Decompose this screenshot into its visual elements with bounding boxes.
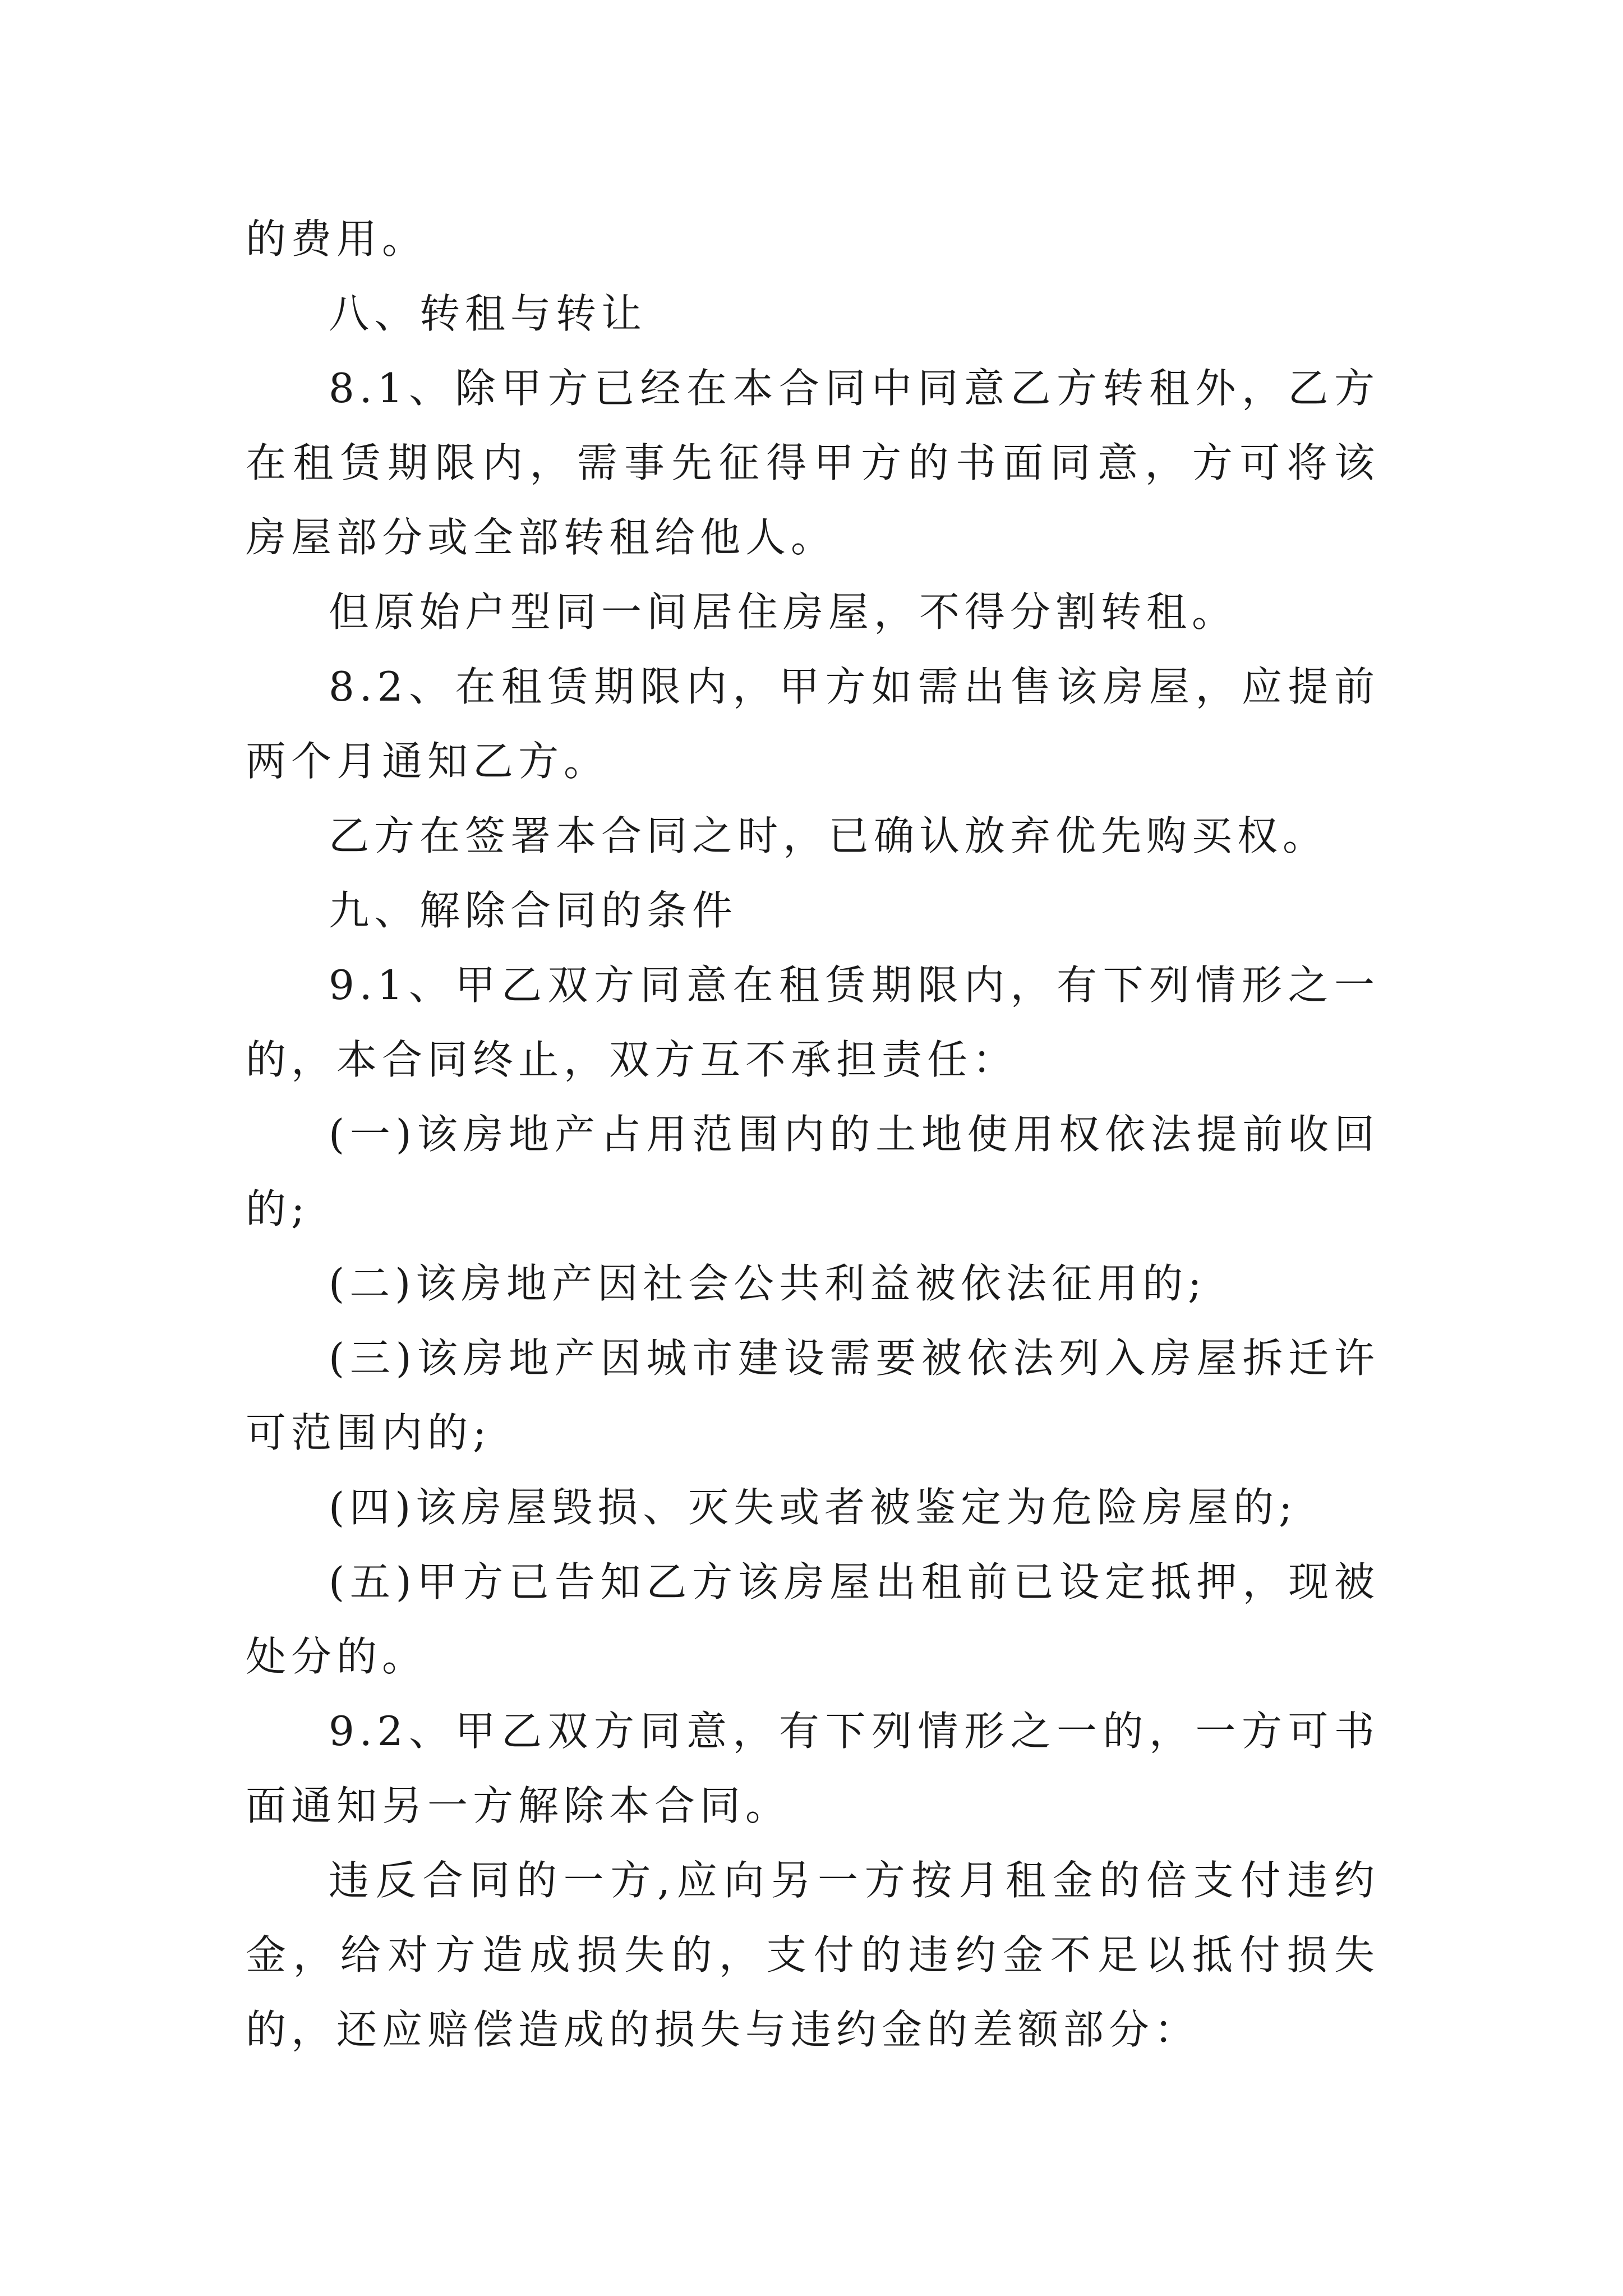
- clause-9-1: 9.1、甲乙双方同意在租赁期限内，有下列情形之一的，本合同终止，双方互不承担责任：: [246, 961, 1380, 1083]
- clause-9-2: 9.2、甲乙双方同意，有下列情形之一的，一方可书面通知另一方解除本合同。: [246, 1708, 1380, 1829]
- clause-8-1: 8.1、除甲方已经在本合同中同意乙方转租外，乙方在租赁期限内，需事先征得甲方的书面同意，方可将该房屋部分或全部转租给他人。: [246, 365, 1380, 561]
- section-heading-9: 九、解除合同的条件: [329, 887, 738, 934]
- clause-8-2-note: 乙方在签署本合同之时，已确认放弃优先购买权。: [329, 812, 1329, 859]
- clause-9-2-penalty: 违反合同的一方,应向另一方按月租金的倍支付违约金，给对方造成损失的，支付的违约金不足以抵付损失的，还应赔偿造成的损失与违约金的差额部分：: [246, 1857, 1380, 2053]
- clause-9-1-item-5: (五)甲方已告知乙方该房屋出租前已设定抵押，现被处分的。: [246, 1558, 1380, 1680]
- clause-9-1-item-3: (三)该房地产因城市建设需要被依法列入房屋拆迁许可范围内的;: [246, 1335, 1380, 1456]
- paragraph-continuation: 的费用。: [246, 215, 428, 263]
- clause-9-1-item-4: (四)该房屋毁损、灭失或者被鉴定为危险房屋的;: [329, 1484, 1298, 1531]
- clause-9-1-item-2: (二)该房地产因社会公共利益被依法征用的;: [329, 1260, 1207, 1307]
- section-heading-8: 八、转租与转让: [329, 290, 647, 337]
- clause-8-1-note: 但原始户型同一间居住房屋，不得分割转租。: [329, 588, 1238, 636]
- clause-9-1-item-1: (一)该房地产占用范围内的土地使用权依法提前收回的;: [246, 1111, 1380, 1232]
- clause-8-2: 8.2、在租赁期限内，甲方如需出售该房屋，应提前两个月通知乙方。: [246, 663, 1380, 785]
- document-body: [246, 202, 1380, 2067]
